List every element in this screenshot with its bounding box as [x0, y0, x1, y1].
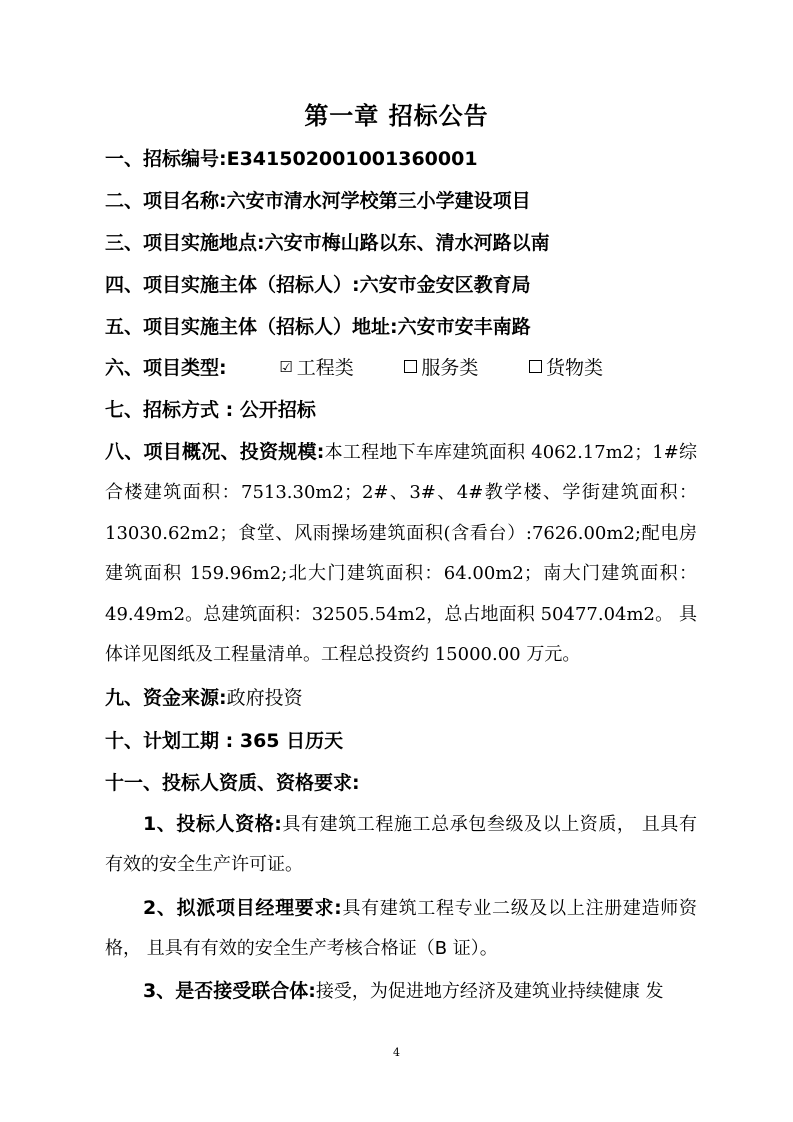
unchecked-box-icon: [404, 360, 417, 373]
item-overview: [105, 432, 697, 675]
item-label: 九、资金来源:: [105, 687, 227, 709]
item-tenderer-address: [105, 312, 705, 342]
item-label: 十一、投标人资质、资格要求:: [105, 772, 360, 794]
item-value: 365 日历天: [239, 730, 344, 752]
item-label: 二、项目名称:: [105, 190, 227, 212]
item-label: 六、项目类型:: [105, 357, 227, 379]
item-value: E3415020010013600​01: [226, 148, 478, 170]
sub-label: 2、拟派项目经理要求:: [143, 897, 342, 919]
sub-bidder-qualification: [105, 804, 697, 886]
item-label: 八、项目概况、投资规模:: [105, 441, 325, 463]
sub-project-manager: [105, 888, 697, 970]
item-label: 一、招标编号:: [105, 148, 227, 170]
page-number: 4: [393, 1046, 400, 1059]
item-value: 政府投资: [226, 687, 303, 709]
option-goods: 货物类: [545, 357, 603, 379]
sub-value: 具有建筑工程专业二级及以上注册建造师资格， 且具有有效的安全生产考核合格证（B 证）。: [105, 898, 697, 960]
item-value: 六安市梅山路以东、清水河路以南: [264, 232, 550, 254]
item-label: 四、项目实施主体（招标人）:: [105, 274, 360, 296]
sub-value: 接受，为促进地方经济及建筑业持续健康 发: [315, 981, 664, 1002]
checked-box-icon: ☑: [279, 357, 293, 376]
item-bid-number: [105, 144, 705, 174]
item-project-location: [105, 228, 705, 258]
item-qualification: [105, 768, 705, 798]
item-label: 七、招标方式 :: [105, 399, 234, 421]
item-tenderer: [105, 270, 705, 300]
sub-label: 3、是否接受联合体:: [143, 980, 316, 1002]
sub-value: 具有建筑工程施工总承包叁级及以上资质， 且具有有效的安全生产许可证。: [105, 814, 697, 876]
item-schedule: [105, 726, 705, 756]
item-funding: [105, 683, 705, 713]
item-label: 三、项目实施地点:: [105, 232, 265, 254]
page-title: 第一章 招标公告: [304, 102, 489, 130]
item-value: 六安市清水河学校第三小学建设项目: [226, 190, 531, 212]
item-project-name: [105, 186, 705, 216]
sub-consortium: [105, 971, 697, 1012]
item-value: 本工程地下车库建筑面积 4062.17m2；1#综合楼建筑面积：7513.30m2；2#、3#、4#教学楼、学街建筑面积：13030.62m2；食堂、风雨操场建筑面积(含看台）:7626.00m2;配电房建筑面积 159.96m2;北大门建筑面积：64.00m2；南大门建筑面积：49.49m2。总建筑面积：32505.54m2，总占地面积 50477.04m2。 具体详见图纸及工程量清单。工程总投资约 15000.00 万元。: [105, 442, 697, 666]
item-value: 六安市安丰南路: [397, 316, 531, 338]
sub-label: 1、投标人资格:: [143, 813, 282, 835]
item-label: 五、项目实施主体（招标人）地址:: [105, 316, 398, 338]
item-value: 六安市金安区教育局: [359, 274, 531, 296]
item-bidding-method: [105, 395, 705, 425]
item-project-type: [105, 353, 705, 384]
unchecked-box-icon: [529, 360, 542, 373]
item-label: 十、计划工期 :: [105, 730, 234, 752]
option-engineering: 工程类: [296, 357, 354, 379]
option-service: 服务类: [421, 357, 479, 379]
item-value: 公开招标: [239, 399, 316, 421]
